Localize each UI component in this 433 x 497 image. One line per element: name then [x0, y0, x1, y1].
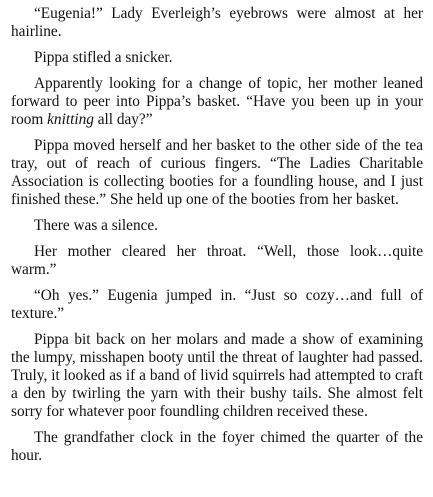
book-page [11, 5, 423, 465]
paragraph-3-text-start: Apparently looking for a change of topic, her mother leaned forward to peer into Pippa’s basket. “Have you been up in your room [11, 75, 423, 128]
paragraph-4 [11, 137, 423, 209]
paragraph-5 [11, 217, 423, 235]
paragraph-3 [11, 75, 423, 129]
paragraph-7 [11, 287, 423, 323]
paragraph-9 [11, 429, 423, 465]
paragraph-2-text: Pippa stifled a snicker. [34, 49, 173, 66]
paragraph-9-text: The grandfather clock in the foyer chimed the quarter of the hour. [11, 429, 423, 464]
paragraph-6-text: Her mother cleared her throat. “Well, those look…quite warm.” [11, 243, 423, 278]
paragraph-8-text: Pippa bit back on her molars and made a show of examining the lumpy, misshapen booty until the threat of laughter had passed. Truly, it looked as if a band of livid squirrels had attempted to craft a den by twirling the yarn with their bushy tails. She almost felt sorry for whatever poor foundling children received these. [11, 331, 423, 420]
paragraph-1-text: “Eugenia!” Lady Everleigh’s eyebrows were almost at her hairline. [11, 5, 423, 40]
paragraph-4-text: Pippa moved herself and her basket to the other side of the tea tray, out of reach of curious fingers. “The Ladies Charitable Association is collecting booties for a foundling house, and I just finished these.” She held up one of the booties from her basket. [11, 137, 423, 208]
paragraph-7-text: “Oh yes.” Eugenia jumped in. “Just so cozy…and full of texture.” [11, 287, 423, 322]
paragraph-5-text: There was a silence. [34, 217, 159, 234]
paragraph-1 [11, 5, 423, 41]
paragraph-6 [11, 243, 423, 279]
paragraph-3-text-end: all day?” [93, 111, 153, 128]
paragraph-3-emphasis: knitting [47, 111, 94, 128]
paragraph-8 [11, 331, 423, 421]
paragraph-2 [11, 49, 423, 67]
